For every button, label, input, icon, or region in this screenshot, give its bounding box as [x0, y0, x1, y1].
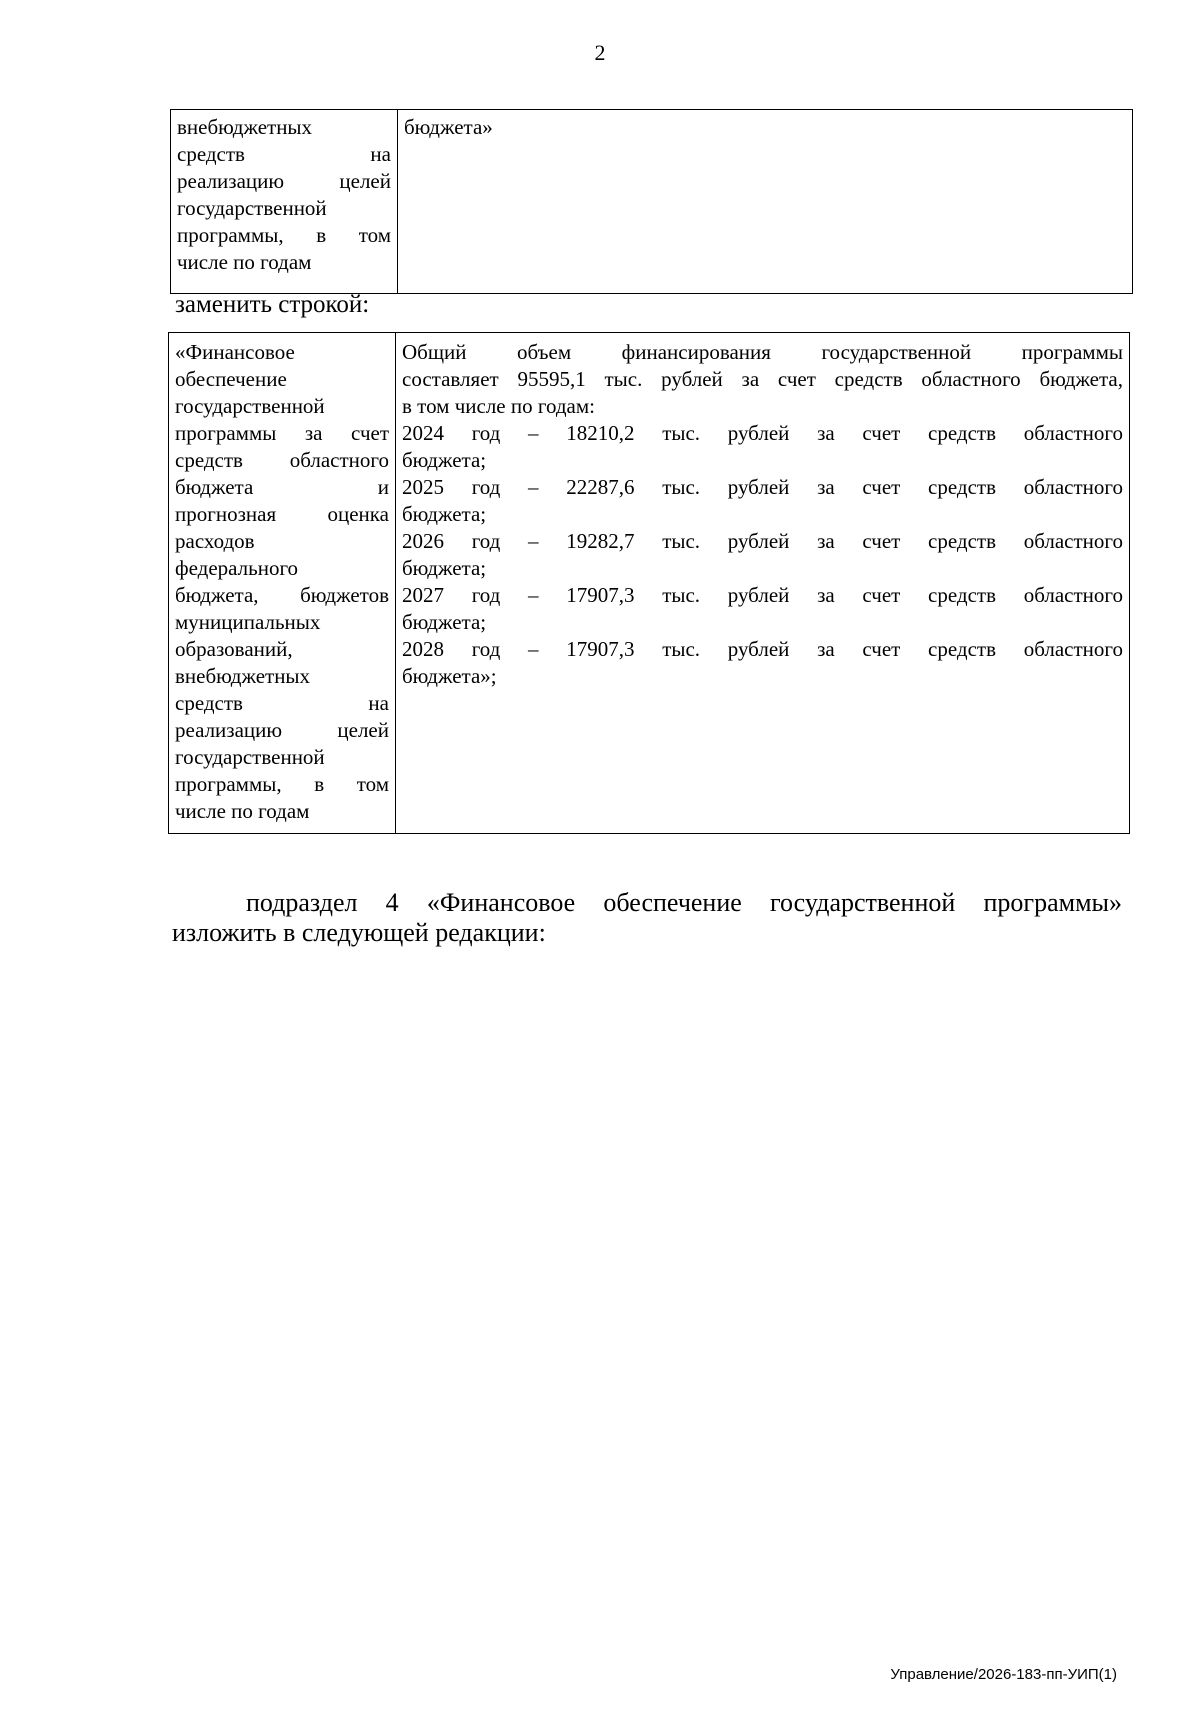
cell-line: программы, в том: [177, 223, 391, 247]
cell-line: 2026 год – 19282,7 тыс. рублей за счет средств областного: [402, 529, 1123, 553]
cell-line: средств на: [177, 142, 391, 166]
table-cell-value: [396, 333, 1130, 834]
table-cell-label: [171, 110, 398, 294]
paragraph-line: подраздел 4 «Финансовое обеспечение государственной программы»: [246, 888, 1122, 917]
cell-line: числе по годам: [175, 799, 310, 823]
page-number: 2: [594, 40, 606, 65]
cell-line: бюджета;: [402, 448, 487, 472]
cell-line: государственной: [175, 394, 325, 418]
cell-line: реализацию целей: [175, 718, 389, 742]
cell-line: прогнозная оценка: [175, 502, 389, 526]
cell-line: числе по годам: [177, 250, 312, 274]
continued-table: [170, 109, 1133, 294]
cell-line: 2024 год – 18210,2 тыс. рублей за счет средств областного: [402, 421, 1123, 445]
cell-line: «Финансовое: [175, 340, 295, 364]
cell-line: федерального: [175, 556, 299, 580]
cell-line: бюджета;: [402, 556, 487, 580]
cell-line: 2025 год – 22287,6 тыс. рублей за счет средств областного: [402, 475, 1123, 499]
cell-line: средств на: [175, 691, 389, 715]
cell-line: обеспечение: [175, 367, 287, 391]
cell-line: в том числе по годам:: [402, 394, 595, 418]
table-row: [171, 110, 1133, 294]
cell-line: 2028 год – 17907,3 тыс. рублей за счет средств областного: [402, 637, 1123, 661]
cell-line: муниципальных: [175, 610, 321, 634]
cell-line: реализацию целей: [177, 169, 391, 193]
table-row: [169, 333, 1130, 834]
replacement-table: [168, 332, 1130, 834]
cell-line: внебюджетных: [177, 115, 313, 139]
cell-line: образований,: [175, 637, 293, 661]
cell-line: бюджета»: [404, 115, 493, 139]
cell-line: 2027 год – 17907,3 тыс. рублей за счет средств областного: [402, 583, 1123, 607]
cell-line: Общий объем финансирования государственной программы: [402, 340, 1123, 364]
cell-line: государственной: [177, 196, 327, 220]
cell-line: государственной: [175, 745, 325, 769]
table-cell-value: [398, 110, 1133, 294]
cell-line: средств областного: [175, 448, 389, 472]
body-paragraph: [172, 888, 1122, 948]
cell-line: составляет 95595,1 тыс. рублей за счет средств областного бюджета,: [402, 367, 1123, 391]
cell-line: расходов: [175, 529, 255, 553]
cell-line: внебюджетных: [175, 664, 311, 688]
table-cell-label: [169, 333, 396, 834]
cell-line: бюджета, бюджетов: [175, 583, 389, 607]
document-code: Управление/2026-183-пп-УИП(1): [890, 1666, 1117, 1683]
cell-line: бюджета»;: [402, 664, 497, 688]
cell-line: бюджета и: [175, 475, 389, 499]
paragraph-line: изложить в следующей редакции:: [172, 918, 546, 947]
replace-instruction: заменить строкой:: [175, 291, 370, 318]
cell-line: программы за счет: [175, 421, 389, 445]
cell-line: бюджета;: [402, 610, 487, 634]
cell-line: бюджета;: [402, 502, 487, 526]
cell-line: программы, в том: [175, 772, 389, 796]
